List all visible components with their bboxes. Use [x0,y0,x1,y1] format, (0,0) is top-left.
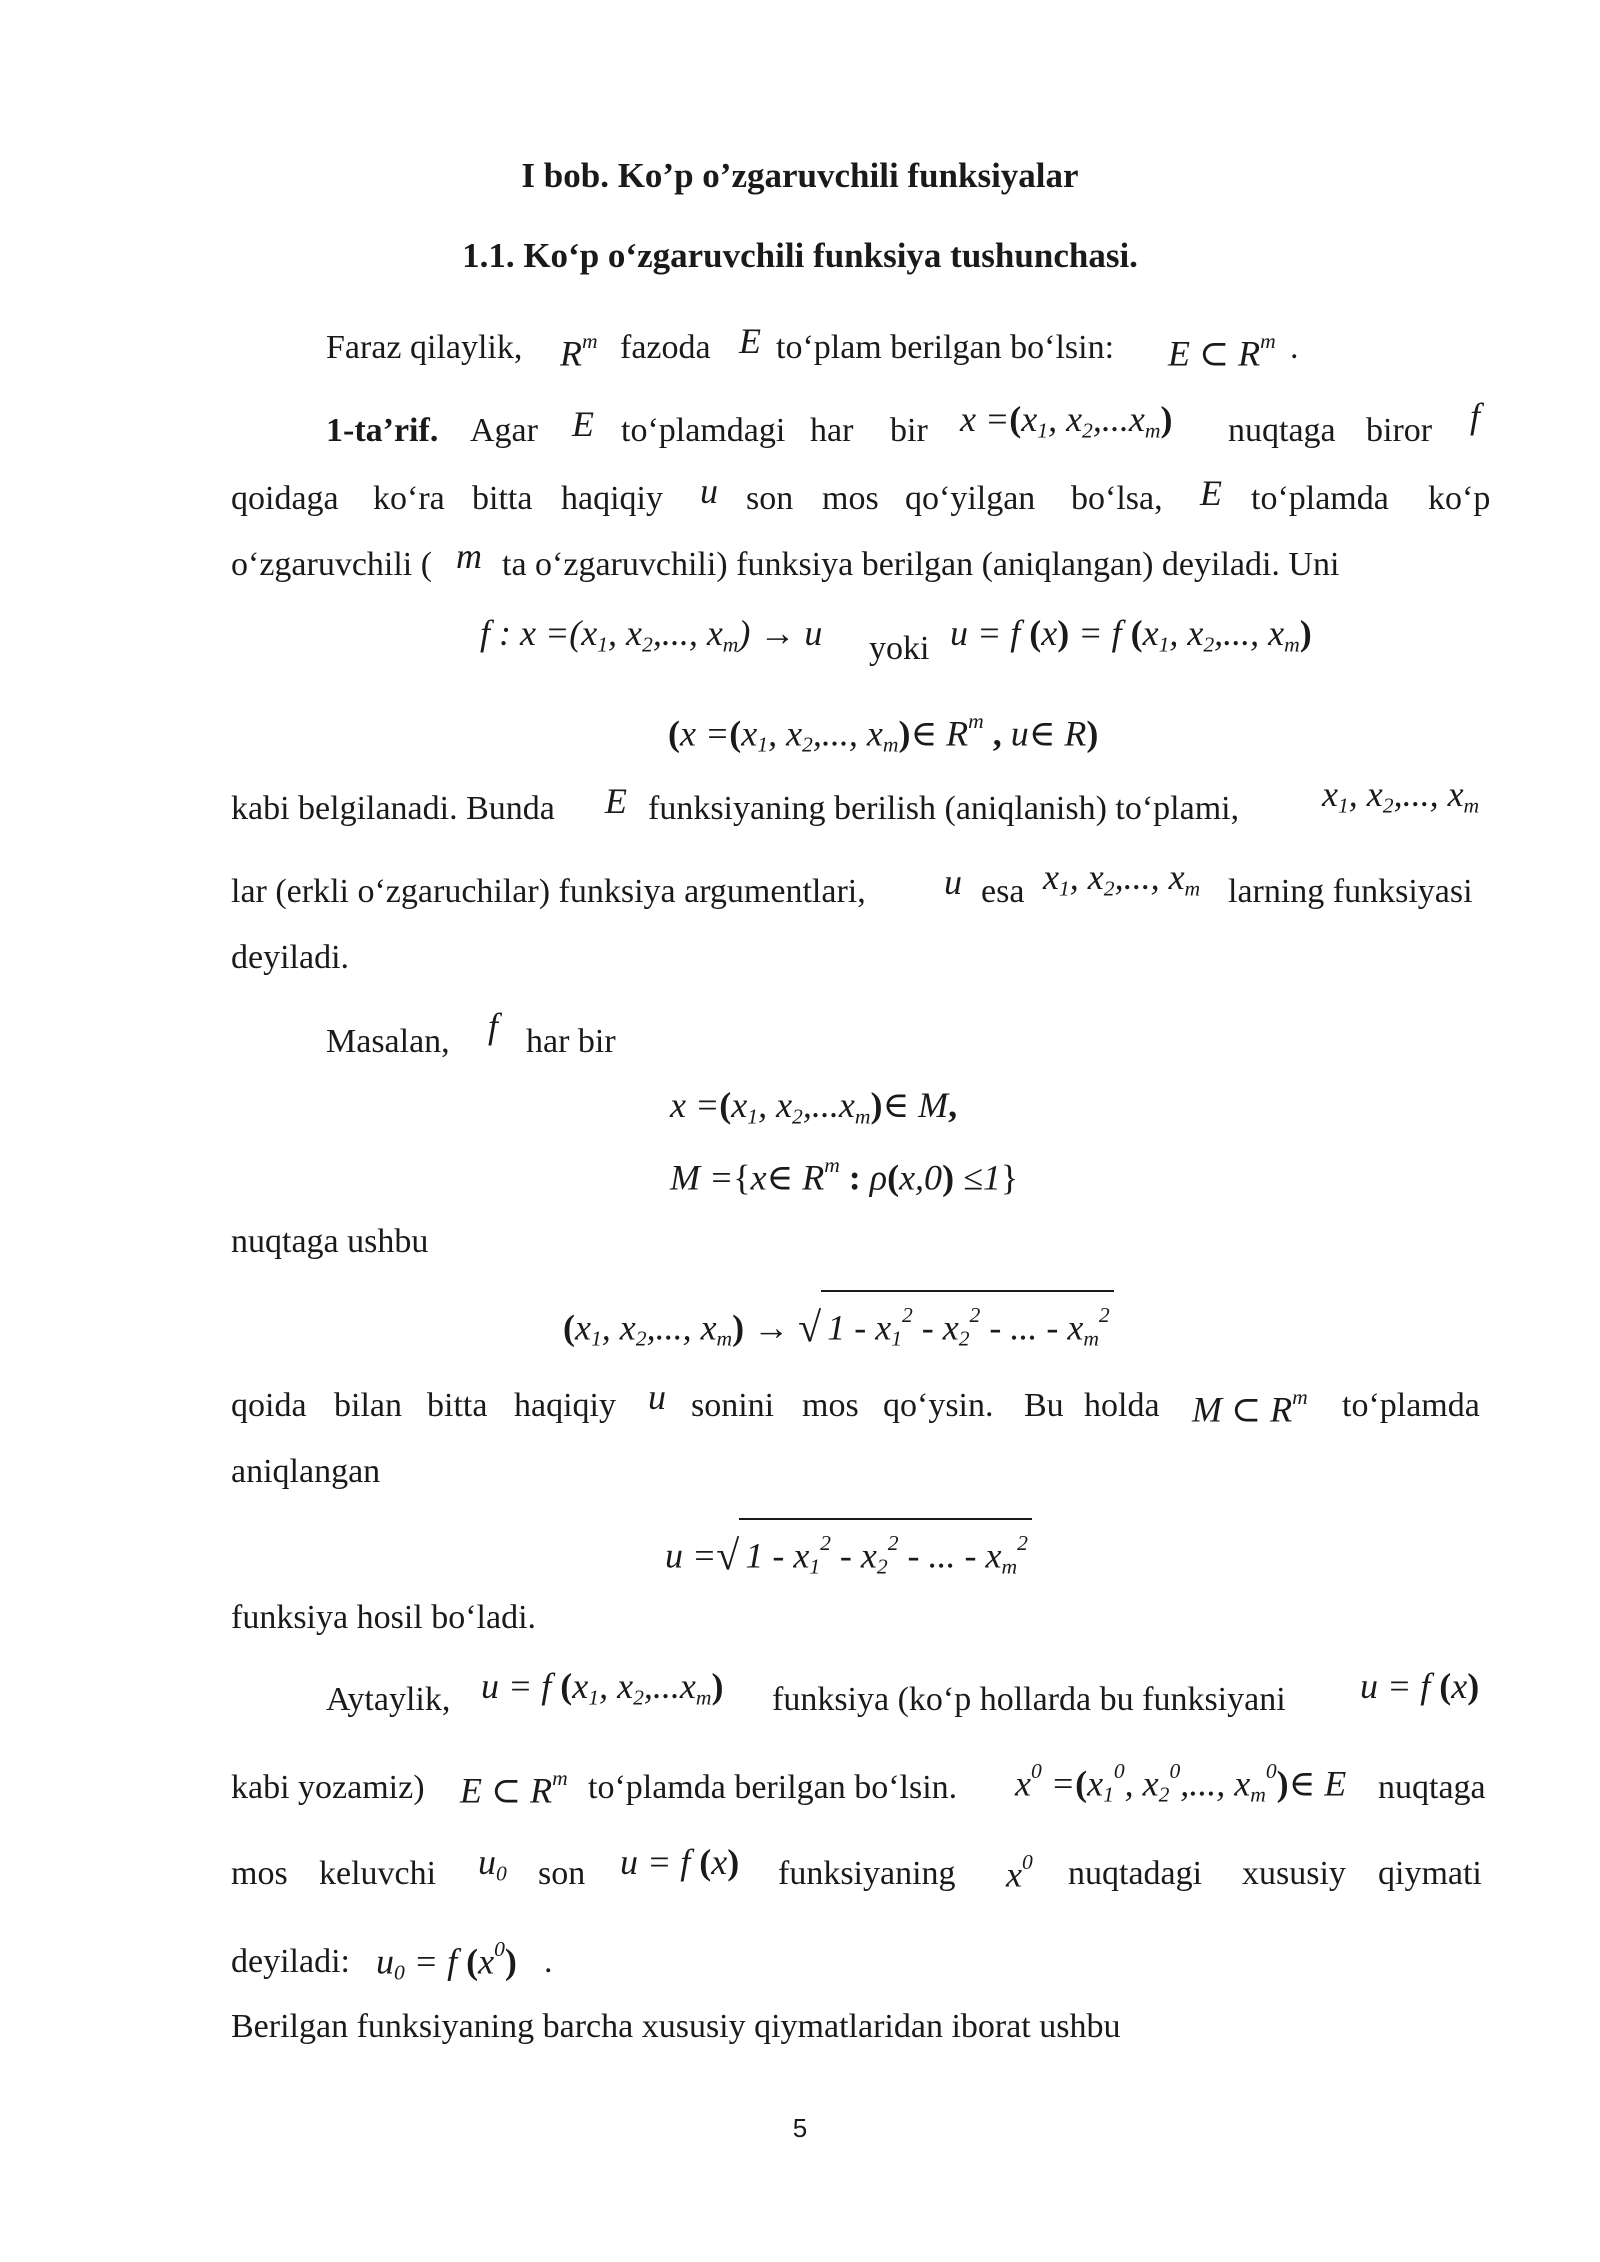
ex-text-f: funksiya hosil bo‘ladi. [231,1599,537,1636]
def1-l2g: qo‘yilgan [905,480,1036,517]
formula-u-f-args: u = f ($x_1$, $x_2,...x_m$) [481,1666,724,1710]
ex-d9: holda [1084,1387,1160,1424]
p2-text-d: esa [981,873,1025,910]
p3-f5: nuqtadagi [1068,1855,1203,1892]
def1-l2j: ko‘p [1428,480,1491,517]
formula-x-in-M: $x =(x_1$, $x_2,...x_m)\in$ M, [670,1085,958,1129]
math-E-subset-Rm: E ⊂ $R^m$ [1168,329,1276,374]
p4-text: Berilgan funksiyaning barcha xususiy qiymatlaridan iborat ushbu [231,2008,1121,2045]
ex-text-b: har bir [526,1023,616,1060]
p1-text-c: to‘plam berilgan bo‘lsin: [776,329,1115,366]
math-E-2: E [572,404,594,444]
def1-l2a: qoidaga [231,480,339,517]
def1-w5: nuqtaga [1228,412,1336,449]
def1-yoki: yoki [869,630,930,667]
def1-w1: Agar [470,412,538,449]
p2-text-b: funksiyaning berilish (aniqlanish) to‘plami, [648,790,1240,827]
p2-text-a: kabi belgilanadi. Bunda [231,790,555,827]
ex-text-c: nuqtaga ushbu [231,1223,429,1260]
ex-d6: mos [802,1387,859,1424]
page-number: 5 [792,2113,808,2143]
p3-f7: qiymati [1378,1855,1482,1892]
ex-d3: bitta [427,1387,488,1424]
math-u-3: u [648,1377,666,1417]
ex-d5: sonini [691,1387,775,1424]
p1-text-a: Faraz qilaylik, [326,329,523,366]
formula-u-sqrt: u =√ $1 - x_1^2 - x_2^2$ - ... - $x_m^2$ [665,1518,1032,1588]
def1-l2d: haqiqiy [561,480,663,517]
p3-text-e: nuqtaga [1378,1769,1486,1806]
def1-l2i: to‘plamda [1251,480,1389,517]
p2-text-e: larning funksiyasi [1228,873,1473,910]
def1-w2: to‘plamdagi [621,412,786,449]
formula-domain: ($x =(x_1$, $x_2$,..., $x_m)\in$ $R^m$ , u∈ R) [668,709,1099,757]
math-u: u [700,471,718,511]
def1-l2c: bitta [472,480,533,517]
p1-text-b: fazoda [620,329,711,366]
p3-f3: son [538,1855,586,1892]
def1-l2b: ko‘ra [373,480,445,517]
p3-f2: keluvchi [319,1855,437,1892]
formula-mapping: f : $x =(x_1$, $x_2$,..., $x_m) \to u$ [480,613,823,657]
def1-l2f: mos [822,480,879,517]
math-args-1: $x_1$, $x_2$,..., $x_m$ [1322,774,1480,818]
p1-text-d: . [1290,329,1299,366]
formula-u-fx-3: u = f (x) [620,1842,740,1882]
math-args-2: $x_1$, $x_2$,..., $x_m$ [1043,857,1201,901]
ex-text-e: aniqlangan [231,1453,381,1490]
p3-text-b: funksiya (ko‘p hollarda bu funksiyani [772,1681,1286,1718]
p3-f4: funksiyaning [778,1855,956,1892]
math-f-2: f [488,1006,499,1046]
p3-text-c: kabi yozamiz) [231,1769,425,1806]
math-E-subset-Rm-2: E ⊂ $R^m$ [460,1766,568,1811]
math-x-tuple: $x =(x_1$, $x_2,...x_m$) [960,399,1173,443]
formula-sqrt-map: ($x_1$, $x_2$,..., $x_m$) → √ $1 - x_1^2 - x_2^2$ - ... - $x_m^2$ [563,1290,1114,1360]
def1-l3a: o‘zgaruvchili ( [231,546,433,583]
math-M-subset-Rm: M ⊂ $R^m$ [1192,1385,1308,1430]
ex-text-a: Masalan, [326,1023,450,1060]
formula-x0-point: $x^0 =(x_1^0$, $x_2^0$,..., $x_m^0)\in$ E [1015,1759,1347,1807]
math-u0: $u_0$ [478,1842,507,1886]
def1-l2h: bo‘lsa, [1071,480,1163,517]
math-E-4: E [605,781,627,821]
formula-u0-fx0: $u_0 = f$ $(x^0)$ [376,1937,517,1985]
formula-u-fx: u = f (x) = f ($x_1$, $x_2$,..., $x_m$) [950,613,1312,657]
formula-u-fx-2: u = f (x) [1360,1666,1480,1706]
math-E-3: E [1200,473,1222,513]
chapter-title: I bob. Ko’p o’zgaruvchili funksiyalar [521,156,1079,195]
math-u-2: u [944,862,962,902]
p3-f1: mos [231,1855,288,1892]
def1-l2e: son [746,480,794,517]
p3-f6: xususiy [1242,1855,1346,1892]
definition-label: 1-ta’rif. [326,412,439,449]
math-E: E [739,321,761,361]
def1-l3b: ta o‘zgaruvchili) funksiya berilgan (aniqlangan) deyiladi. Uni [502,546,1340,583]
def1-w4: bir [890,412,928,449]
def1-w6: biror [1366,412,1433,449]
section-title: 1.1. Ko‘p o‘zgaruvchili funksiya tushunchasi. [462,236,1138,275]
math-x0: $x^0$ [1006,1850,1033,1895]
p2-text-f: deyiladi. [231,939,350,976]
p3-text-d: to‘plamda berilgan bo‘lsin. [588,1769,958,1806]
ex-d7: qo‘ysin. [883,1387,994,1424]
math-m: m [456,536,482,576]
p3-text-h: . [544,1943,553,1980]
p2-text-c: lar (erkli o‘zgaruchilar) funksiya argumentlari, [231,873,866,910]
p3-text-a: Aytaylik, [326,1681,451,1718]
math-Rm: $R^m$ [560,329,598,374]
formula-M-set: M ={x∈ $R^m$ : ρ(x,0) ≤1} [670,1153,1019,1198]
p3-text-g: deyiladi: [231,1943,350,1980]
def1-w3: har [810,412,854,449]
math-f: f [1470,396,1481,436]
ex-d2: bilan [334,1387,402,1424]
ex-d10: to‘plamda [1342,1387,1480,1424]
ex-d8: Bu [1024,1387,1064,1424]
ex-d4: haqiqiy [514,1387,616,1424]
ex-d1: qoida [231,1387,307,1424]
